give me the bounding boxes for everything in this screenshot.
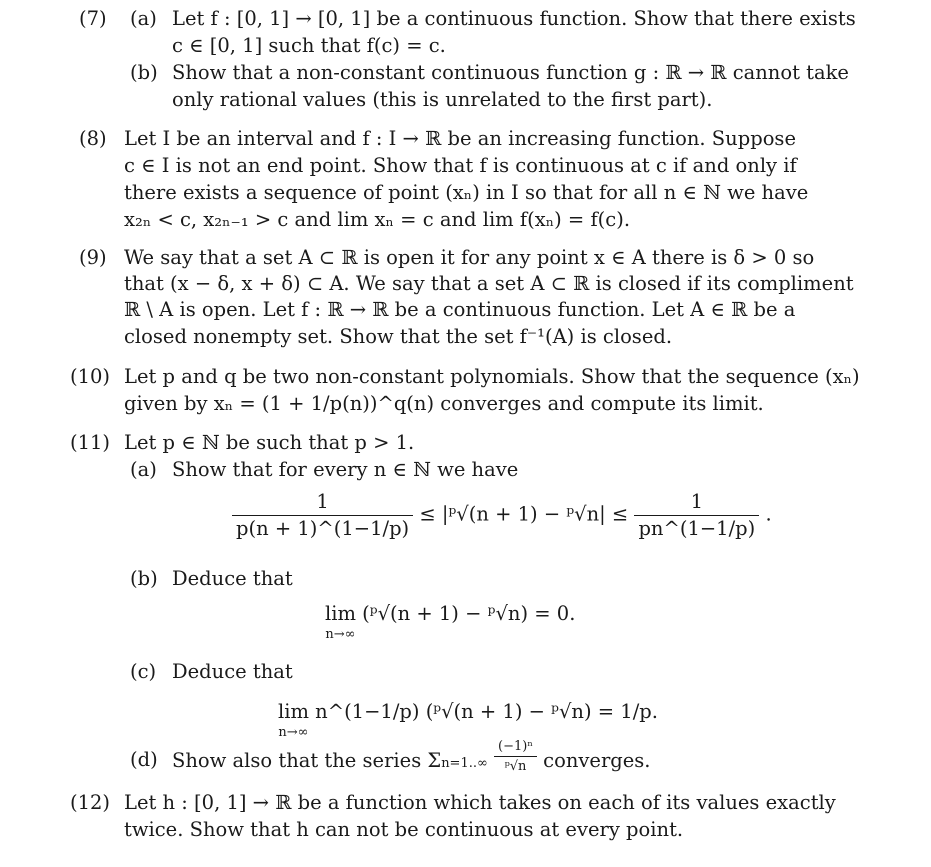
problem-9-line-3: ℝ \ A is open. Let f : ℝ → ℝ be a continuous function. Let A ∈ ℝ be a bbox=[124, 298, 796, 321]
series-range: n=1..∞ bbox=[441, 756, 488, 771]
lim-word-c: lim bbox=[278, 700, 309, 723]
lim-subscript-c: n→∞ bbox=[278, 724, 309, 740]
series-denominator: ᵖ√n bbox=[504, 759, 527, 774]
inequality-end: . bbox=[765, 502, 772, 526]
limit-expression-b: (ᵖ√(n + 1) − ᵖ√n) = 0. bbox=[362, 602, 576, 625]
problem-9-line-2: that (x − δ, x + δ) ⊂ A. We say that a set A ⊂ ℝ is closed if its compliment bbox=[124, 272, 854, 295]
problem-11-number: (11) bbox=[70, 431, 111, 454]
series-numerator: (−1)ⁿ bbox=[494, 740, 537, 757]
inequality-middle: ≤ |ᵖ√(n + 1) − ᵖ√n| ≤ bbox=[419, 502, 629, 526]
problem-11d-line bbox=[172, 739, 651, 774]
problem-7-number: (7) bbox=[79, 7, 107, 30]
problem-8-line-2: c ∈ I is not an end point. Show that f is continuous at c if and only if bbox=[124, 154, 797, 177]
limit-operator-b bbox=[325, 604, 356, 641]
problem-11c-label: (c) bbox=[130, 660, 157, 683]
problem-12-line-2: twice. Show that h can not be continuous at every point. bbox=[124, 818, 684, 841]
problem-9-number: (9) bbox=[79, 246, 107, 269]
left-numerator: 1 bbox=[232, 492, 413, 516]
series-text-after: converges. bbox=[543, 749, 651, 772]
problem-10-line-1: Let p and q be two non-constant polynomials. Show that the sequence (xₙ) bbox=[124, 365, 860, 388]
right-denominator: pn^(1−1/p) bbox=[638, 516, 756, 540]
problem-9-line-1: We say that a set A ⊂ ℝ is open it for any point x ∈ A there is δ > 0 so bbox=[124, 246, 815, 269]
problem-8-line-4: x₂ₙ < c, x₂ₙ₋₁ > c and lim xₙ = c and lim f(xₙ) = f(c). bbox=[124, 208, 631, 231]
problem-8-line-3: there exists a sequence of point (xₙ) in I so that for all n ∈ ℕ we have bbox=[124, 181, 809, 204]
problem-10-line-2: given by xₙ = (1 + 1/p(n))^q(n) converges and compute its limit. bbox=[124, 392, 764, 415]
right-numerator: 1 bbox=[634, 492, 759, 516]
limit-operator-c bbox=[278, 702, 309, 739]
problem-11b-label: (b) bbox=[130, 567, 158, 590]
problem-7b-label: (b) bbox=[130, 61, 158, 84]
limit-expression-c: n^(1−1/p) (ᵖ√(n + 1) − ᵖ√n) = 1/p. bbox=[315, 700, 658, 723]
problem-11a-inequality bbox=[232, 492, 772, 538]
problem-7a-line-1: Let f : [0, 1] → [0, 1] be a continuous function. Show that there exists bbox=[172, 7, 856, 30]
problem-9-line-4: closed nonempty set. Show that the set f⁻¹(A) is closed. bbox=[124, 325, 673, 348]
problem-8-number: (8) bbox=[79, 127, 107, 150]
lim-subscript-b: n→∞ bbox=[325, 626, 356, 642]
inequality-right-fraction bbox=[634, 492, 759, 538]
problem-11b-limit bbox=[325, 604, 575, 641]
problem-7b-line-1: Show that a non-constant continuous function g : ℝ → ℝ cannot take bbox=[172, 61, 849, 84]
problem-12-line-1: Let h : [0, 1] → ℝ be a function which takes on each of its values exactly bbox=[124, 791, 836, 814]
problem-11d-label: (d) bbox=[130, 748, 158, 771]
problem-10-number: (10) bbox=[70, 365, 111, 388]
problem-8-line-1: Let I be an interval and f : I → ℝ be an increasing function. Suppose bbox=[124, 127, 796, 150]
series-term-fraction bbox=[494, 740, 537, 773]
problem-7b-line-2: only rational values (this is unrelated to the first part). bbox=[172, 88, 713, 111]
problem-11-intro: Let p ∈ ℕ be such that p > 1. bbox=[124, 431, 415, 454]
problem-11b-text: Deduce that bbox=[172, 567, 293, 590]
left-denominator: p(n + 1)^(1−1/p) bbox=[236, 516, 410, 540]
inequality-left-fraction bbox=[232, 492, 413, 538]
problem-12-number: (12) bbox=[70, 791, 111, 814]
lim-word-b: lim bbox=[325, 602, 356, 625]
problem-7a-label: (a) bbox=[130, 7, 157, 30]
series-text-before: Show also that the series Σ bbox=[172, 749, 442, 772]
problem-11a-label: (a) bbox=[130, 458, 157, 481]
problem-7a-line-2: c ∈ [0, 1] such that f(c) = c. bbox=[172, 34, 446, 57]
problem-11c-limit bbox=[278, 702, 658, 739]
problem-11a-text: Show that for every n ∈ ℕ we have bbox=[172, 458, 519, 481]
problem-11c-text: Deduce that bbox=[172, 660, 293, 683]
